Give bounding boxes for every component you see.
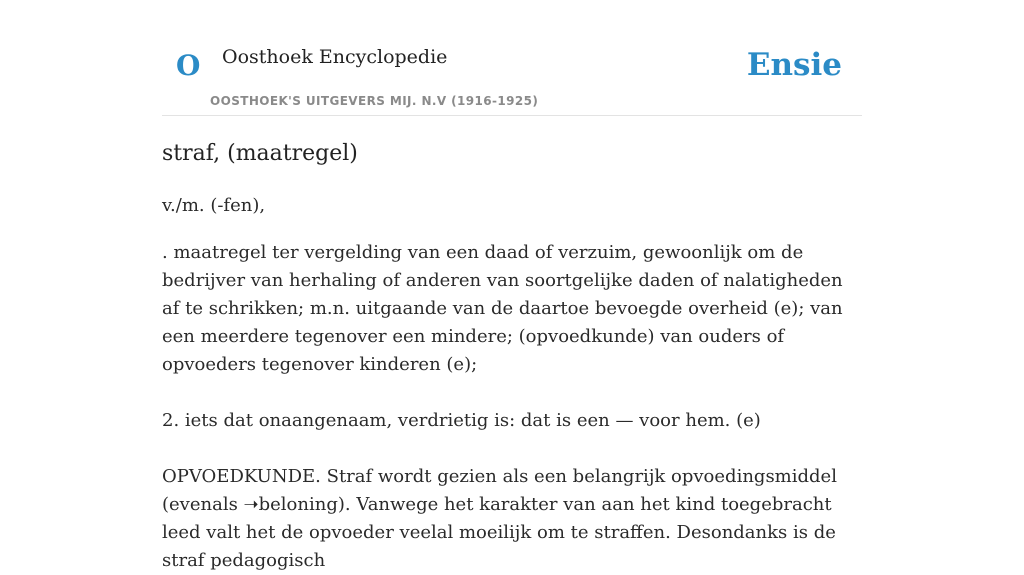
entry-grammar: v./m. (-fen), (162, 195, 266, 216)
paragraph-text-end: ). Vanwege het karakter van aan het kind toegebracht leed valt het de opvoeder veelal moeilijk om te straffen. Desondanks is de straf pedagogisch (162, 494, 836, 571)
brand-logo[interactable]: Ensie (746, 47, 842, 83)
logo-letter[interactable]: O (176, 49, 201, 82)
definition-1: . maatregel ter vergelding van een daad of verzuim, gewoonlijk om de bedrijver van herhaling of anderen van soortgelijke daden of nalatigheden af te schrikken; m.n. uitgaande van de daartoe bevoegde overheid (e); van een meerdere tegenover een mindere; (opvoedkunde) van ouders of opvoeders tegenover kinderen (e); (162, 242, 843, 375)
paragraph-text-start: OPVOEDKUNDE. Straf wordt gezien als een belangrijk opvoedingsmiddel (evenals (162, 466, 837, 515)
definition-2: 2. iets dat onaangenaam, verdrietig is: dat is een — voor hem. (e) (162, 410, 761, 431)
opvoedkunde-paragraph (162, 463, 862, 575)
entry-title: straf, (maatregel) (162, 141, 358, 166)
paragraph-gap (162, 435, 862, 463)
site-title[interactable]: Oosthoek Encyclopedie (222, 46, 448, 68)
paragraph-gap (162, 379, 862, 407)
site-header (162, 0, 862, 116)
publisher-subtitle: OOSTHOEK'S UITGEVERS MIJ. N.V (1916-1925) (210, 94, 539, 108)
beloning-link[interactable]: ➝beloning (243, 494, 338, 515)
page (162, 0, 862, 575)
entry-body (162, 239, 862, 575)
